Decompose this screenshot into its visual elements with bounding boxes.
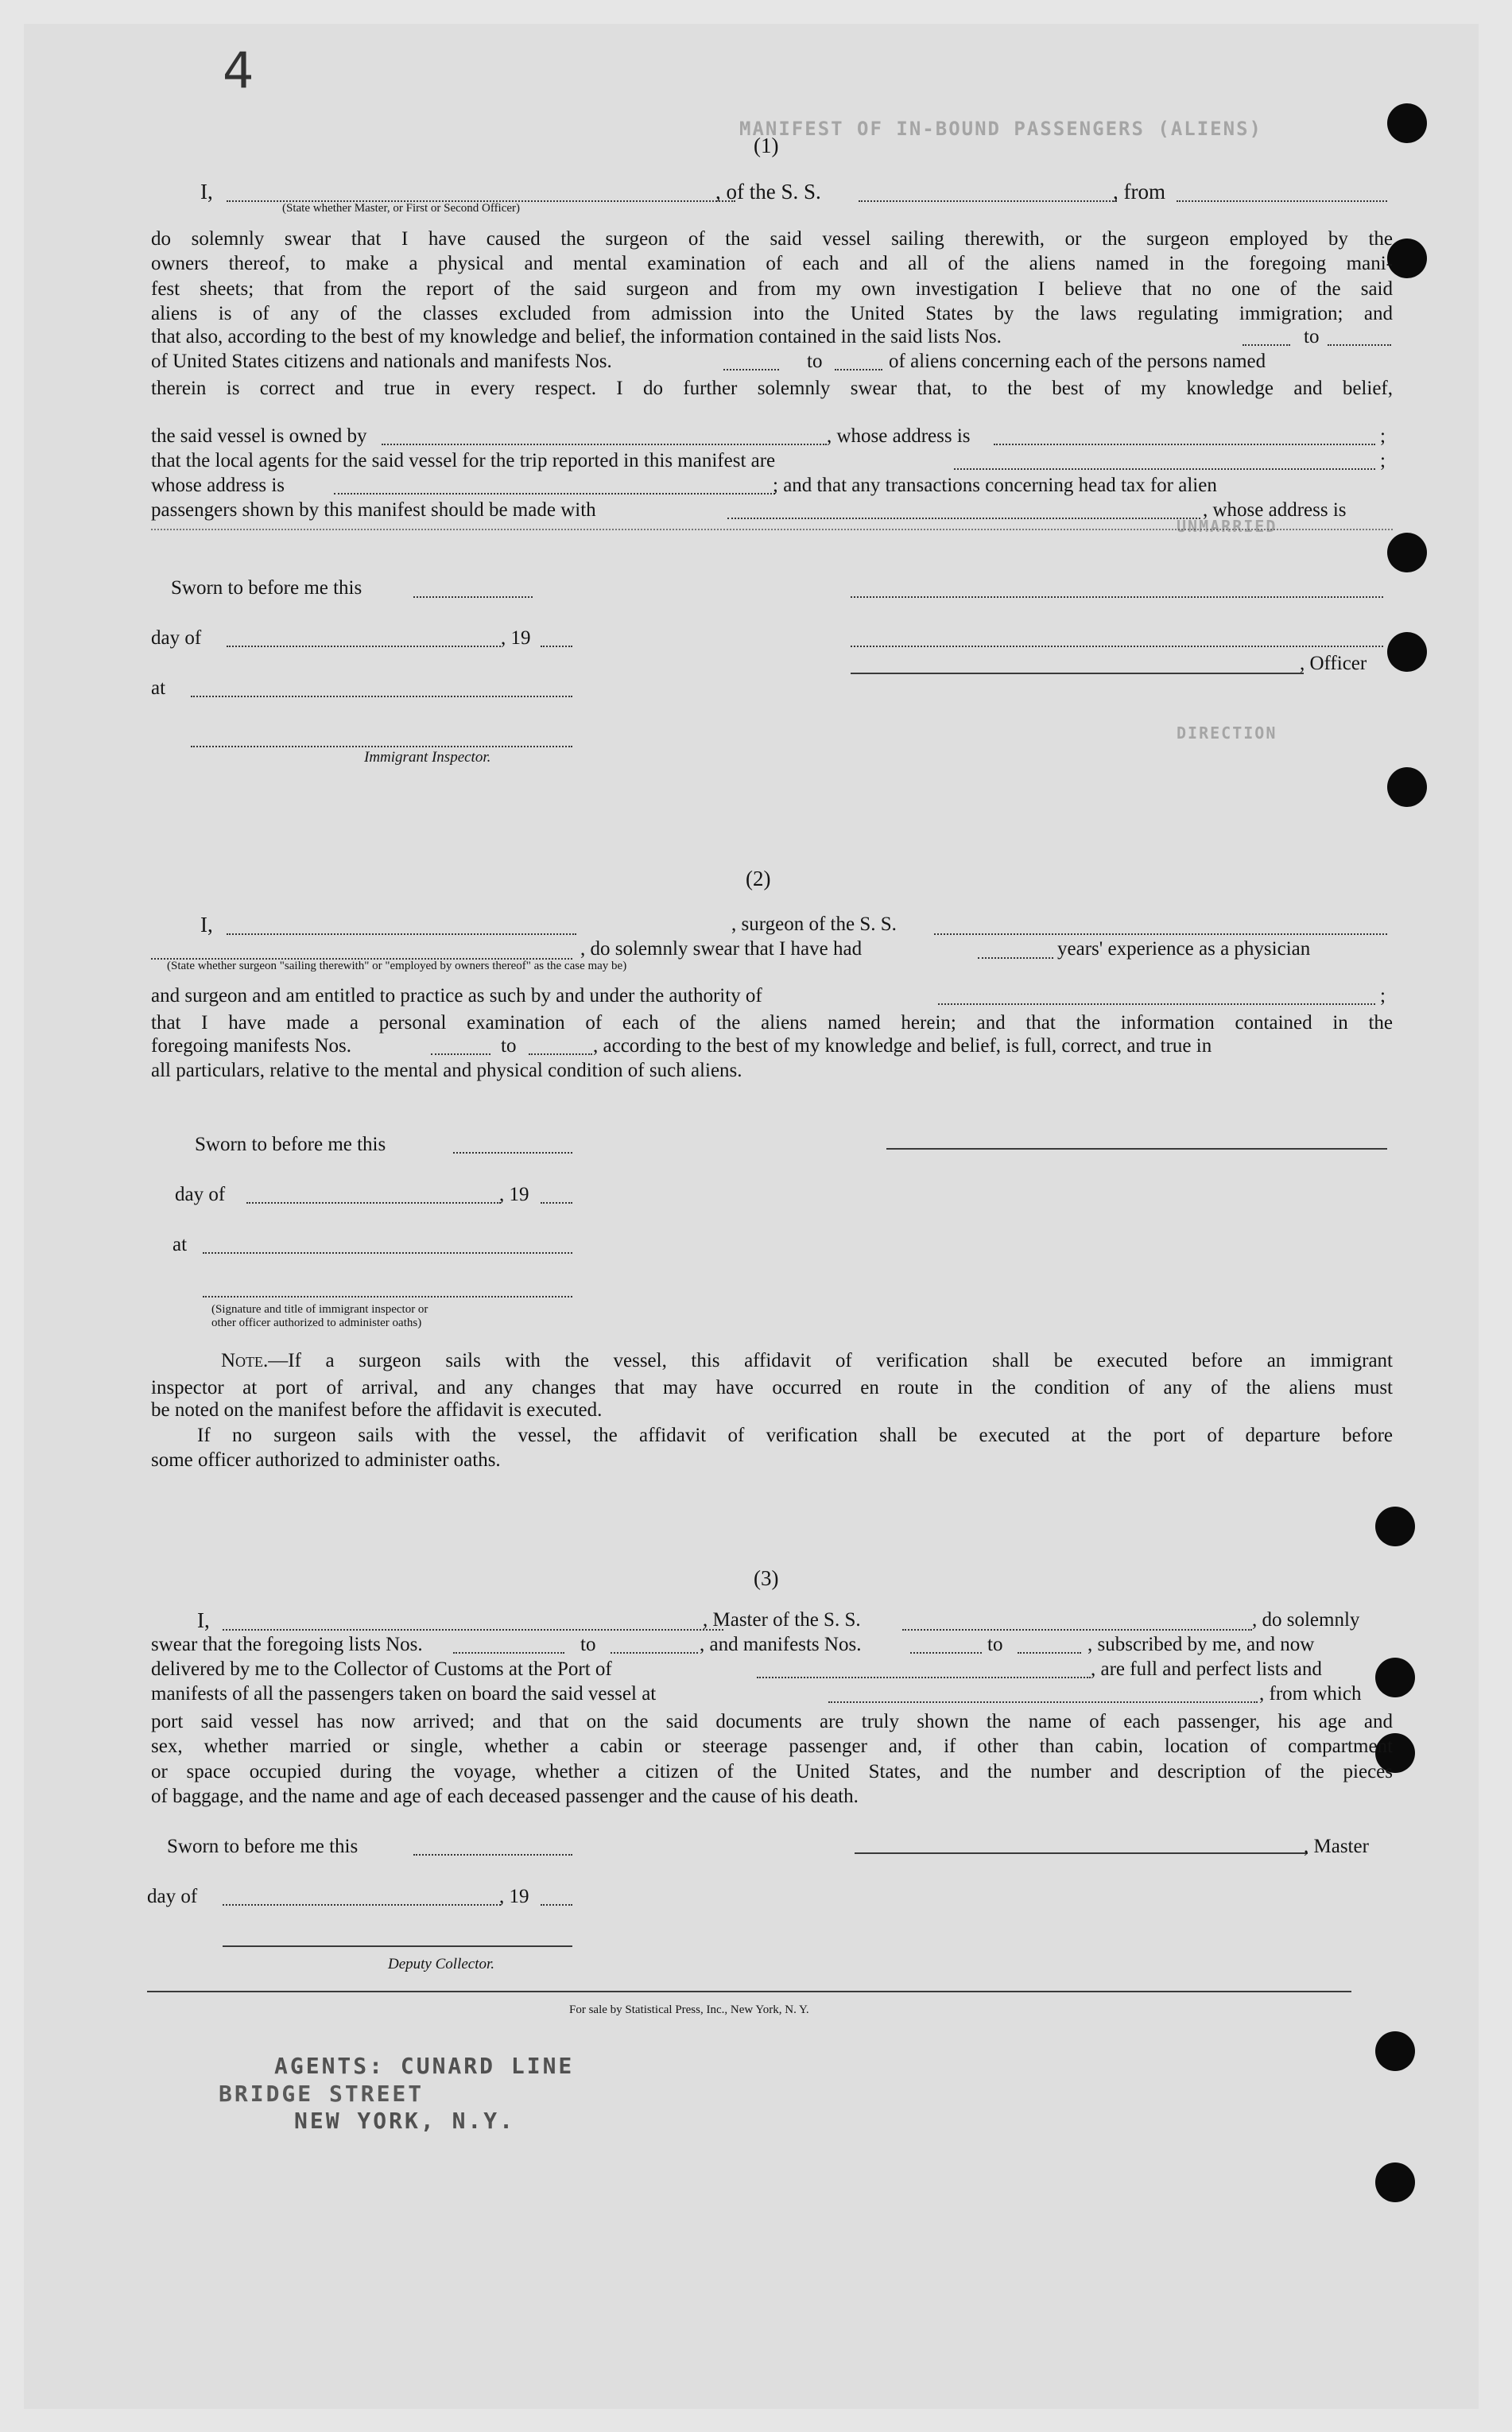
s1-at: at [151,677,166,699]
note-line: inspector at port of arrival, and any changes that may have occurred en route in the condition of any of the aliens must [151,1377,1393,1398]
s1-from: , from [1113,180,1165,204]
s3-name-field [223,1629,723,1631]
s2-vessel-field [934,933,1387,935]
s1-inspector: Immigrant Inspector. [364,749,491,766]
note-label: Note. [221,1350,269,1371]
s3-port-field [757,1677,1091,1678]
s1-inspector-sign-field [191,746,572,747]
agent-stamp-line: NEW YORK, N.Y. [294,2108,516,2134]
s2-day-field [246,1202,501,1204]
s1-owned-by: the said vessel is owned by [151,425,367,447]
s1-officer-note: (State whether Master, or First or Second Officer) [282,202,521,215]
note-line-5: some officer authorized to administer oaths. [151,1449,501,1471]
s2-sign-field [203,1296,572,1297]
s1-manifests-line: of United States citizens and nationals and manifests Nos. [151,351,612,372]
s1-owner-address-field [994,444,1375,445]
s1-owner-address-label: , whose address is [827,425,971,447]
s2-authority-field [938,1003,1375,1005]
s3-port-at-field [828,1701,1258,1703]
s2-foregoing: foregoing manifests Nos. [151,1035,352,1057]
punch-hole [1387,239,1427,278]
s1-manifests-to-field [835,369,882,370]
s1-of-aliens: of aliens concerning each of the persons named [889,351,1266,372]
s2-line: that I have made a personal examination of each of the aliens named herein; and that the information contained in the [151,1012,1393,1034]
document-page [24,24,1479,2409]
s3-subscribed: , subscribed by me, and now [1087,1634,1315,1655]
s2-sworn: Sworn to before me this [195,1134,386,1155]
s1-line: therein is correct and true in every respect. I do further solemnly swear that, to the best of my knowledge and belief, [151,378,1393,399]
s3-manifests-from-field [910,1652,982,1654]
s2-surgeon-note: (State whether surgeon "sailing therewith" or "employed by owners thereof" as the case may be) [167,960,627,972]
s1-sworn: Sworn to before me this [171,577,362,599]
s3-line: of baggage, and the name and age of each deceased passenger and the cause of his death. [151,1786,859,1808]
s3-day-field [223,1904,501,1906]
s3-year-field [541,1904,572,1906]
s3-master-sign-field [855,1852,1308,1854]
s3-master-of: , Master of the S. S. [703,1609,861,1631]
s3-line: port said vessel has now arrived; and that on the said documents are truly shown the name of each passenger, his age and [151,1711,1393,1732]
s3-year: , 19 [499,1886,529,1907]
s1-day-field [227,646,501,647]
s2-i: I, [200,913,213,937]
s3-line: or space occupied during the voyage, whether a citizen of the United States, and the number and description of the pieces [151,1760,1393,1782]
note-line-3: be noted on the manifest before the affidavit is executed. [151,1399,603,1421]
s2-to: to [501,1035,517,1057]
punch-hole [1387,767,1427,807]
punch-hole [1375,1658,1415,1697]
s3-deputy: Deputy Collector. [388,1956,495,1972]
footer-text: For sale by Statistical Press, Inc., New York, N. Y. [569,2003,809,2016]
s2-line5: all particulars, relative to the mental and physical condition of such aliens. [151,1060,742,1081]
s3-day-of: day of [147,1886,198,1907]
s2-day-of: day of [175,1184,226,1205]
s2-at-field [203,1252,572,1254]
note-text: —If a surgeon sails with the vessel, this affidavit of verification shall be executed before an immigrant [268,1350,1393,1371]
s3-body [151,1709,1393,1809]
s3-sworn-field [413,1854,572,1856]
s1-body-a [151,227,1393,327]
note-body [151,1375,1393,1400]
s3-to-2: to [987,1634,1003,1655]
punch-hole [1387,103,1427,143]
s3-to: to [580,1634,596,1655]
s1-manifests-from-field [723,369,779,370]
bleed-through-text: DIRECTION [1177,723,1277,743]
s1-transactions-field [727,518,1200,519]
s3-manifests-of: manifests of all the passengers taken on board the said vessel at [151,1683,657,1705]
section-1-heading: (1) [754,134,779,157]
note-line-1 [221,1351,1393,1371]
s3-deputy-sign-field [223,1945,572,1947]
section-2-heading: (2) [746,867,771,890]
s3-are-full: , are full and perfect lists and [1091,1658,1322,1680]
s1-to: to [1304,326,1320,347]
s1-continuation-line [151,529,1393,530]
s3-i: I, [197,1608,210,1632]
s1-at-field [191,696,572,697]
punch-hole [1375,2162,1415,2202]
punch-hole [1387,632,1427,672]
s2-name-field [227,933,576,935]
s1-lists-to-field [1328,344,1391,346]
s1-line: do solemnly swear that I have caused the surgeon of the said vessel sailing therewith, or the surgeon employed by the [151,228,1393,250]
s2-year: , 19 [499,1184,529,1205]
s2-years: years' experience as a physician [1057,938,1311,960]
s3-manifests-to-field [1018,1652,1081,1654]
s1-officer-sign-1 [851,596,1383,598]
s1-day-of: day of [151,627,202,649]
s1-line: aliens is of any of the classes excluded from admission into the United States by the laws regulating immigration; and [151,303,1393,325]
s2-surgeon-sign-field [886,1148,1387,1150]
s3-lists-from-field [453,1652,564,1654]
s1-agents-address-field [334,493,775,495]
agent-stamp-line: AGENTS: CUNARD LINE [274,2053,575,2079]
s1-line: owners thereof, to make a physical and mental examination of each and all of the aliens named in the foregoing mani- [151,253,1393,275]
s2-do-swear: , do solemnly swear that I have had [580,938,863,960]
s1-lists-line: that also, according to the best of my knowledge and belief, the information contained in the said lists Nos. [151,326,1002,347]
s1-to-2: to [807,351,823,372]
s2-at: at [173,1234,188,1255]
note-line-4: If no surgeon sails with the vessel, the affidavit of verification shall be executed at the port of departure before [197,1425,1393,1446]
s1-whose-address: whose address is [151,475,285,496]
s2-sig-note-2: other officer authorized to administer oaths) [211,1317,422,1329]
bleed-through-text: MANIFEST OF IN-BOUND PASSENGERS (ALIENS) [739,118,1262,140]
s2-manifest-to-field [529,1053,592,1055]
s3-do-solemnly: , do solemnly [1252,1609,1360,1631]
s3-line: sex, whether married or single, whether a cabin or steerage passenger and, if other than cabin, location of compartment [151,1736,1393,1758]
s2-years-field [978,957,1053,959]
s1-passengers-shown: passengers shown by this manifest should be made with [151,499,596,521]
s2-line3-block [151,1010,1393,1035]
punch-hole [1375,2031,1415,2071]
s3-from-which: , from which [1259,1683,1362,1705]
s3-sworn: Sworn to before me this [167,1836,359,1857]
s1-sworn-field [413,596,533,598]
s2-semicolon: ; [1380,985,1386,1007]
s3-delivered: delivered by me to the Collector of Customs at the Port of [151,1658,612,1680]
s1-i: I, [200,180,213,204]
punch-hole [1387,533,1427,572]
s1-year-field [541,646,572,647]
s3-master: , Master [1304,1836,1369,1857]
s2-year-field [541,1202,572,1204]
s1-of-ss: , of the S. S. [715,180,821,204]
s1-local-agents: that the local agents for the said vessel for the trip reported in this manifest are [151,450,776,471]
s1-agents-field [954,468,1375,470]
s1-owner-field [382,444,827,445]
s3-swear-lists: swear that the foregoing lists Nos. [151,1634,423,1655]
s1-from-field [1177,200,1387,202]
s1-officer-sign-2 [851,646,1383,647]
s1-semicolon: ; [1380,425,1386,447]
s1-officer-sign-3 [851,673,1304,674]
s3-and-manifests: , and manifests Nos. [700,1634,862,1655]
s2-surgeon-of: , surgeon of the S. S. [731,913,897,935]
s3-vessel-field [902,1629,1252,1631]
bleed-through-text: UNMARRIED [1177,517,1277,536]
s1-vessel-field [859,200,1117,202]
section-3-heading: (3) [754,1566,779,1590]
corner-mark: 4 [223,41,254,99]
agent-stamp-line: BRIDGE STREET [219,2081,425,2107]
s1-body-b [151,376,1393,401]
s1-officer: , Officer [1300,653,1367,674]
s2-sworn-field [453,1152,572,1154]
s2-authority: and surgeon and am entitled to practice as such by and under the authority of [151,985,762,1007]
s2-according: , according to the best of my knowledge and belief, is full, correct, and true in [593,1035,1212,1057]
s2-sig-note-1: (Signature and title of immigrant inspector or [211,1303,428,1316]
punch-hole [1375,1507,1415,1546]
s1-head-tax: ; and that any transactions concerning head tax for alien [773,475,1217,496]
s1-line: fest sheets; that from the report of the said surgeon and from my own investigation I believe that no one of the said [151,277,1393,300]
s1-year: , 19 [501,627,531,649]
s1-whose-address-is: , whose address is [1203,499,1347,521]
footer-rule [147,1991,1351,1992]
s3-lists-to-field [611,1652,698,1654]
s1-semicolon-2: ; [1380,450,1386,471]
s1-lists-from-field [1243,344,1290,346]
s2-manifest-from-field [431,1053,490,1055]
